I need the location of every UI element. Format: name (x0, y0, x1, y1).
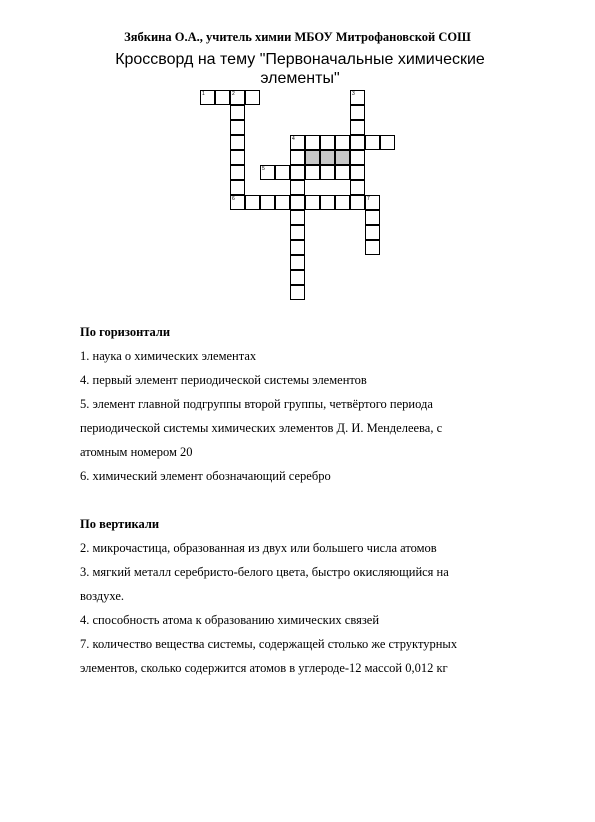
crossword-cell[interactable] (350, 120, 365, 135)
clue-number: 6 (232, 196, 235, 202)
crossword-cell[interactable] (230, 105, 245, 120)
vertical-heading: По вертикали (80, 517, 160, 531)
page-title: Кроссворд на тему "Первоначальные химические элементы" (115, 51, 485, 87)
crossword-cell[interactable] (365, 210, 380, 225)
crossword-cell[interactable] (335, 165, 350, 180)
crossword-cell[interactable] (320, 135, 335, 150)
vertical-clue: элементов, сколько содержится атомов в углероде-12 массой 0,012 кг (80, 661, 448, 675)
crossword-cell[interactable] (320, 165, 335, 180)
clue-number: 2 (232, 91, 235, 97)
horizontal-clue: атомным номером 20 (80, 445, 193, 459)
crossword-cell[interactable] (230, 180, 245, 195)
crossword-cell[interactable] (335, 195, 350, 210)
horizontal-clue: периодической системы химических элементов Д. И. Менделеева, с (80, 421, 443, 435)
crossword-cell[interactable] (275, 165, 290, 180)
crossword-cell[interactable] (335, 150, 350, 165)
clue-number: 3 (352, 91, 355, 97)
crossword-cell[interactable] (350, 150, 365, 165)
crossword-cell[interactable] (245, 90, 260, 105)
crossword-cell[interactable] (275, 195, 290, 210)
crossword-cell[interactable] (290, 135, 305, 150)
crossword-cell[interactable] (260, 195, 275, 210)
crossword-cell[interactable] (320, 195, 335, 210)
author-line: Зябкина О.А., учитель химии МБОУ Митрофановской СОШ (124, 30, 471, 44)
crossword-cell[interactable] (290, 210, 305, 225)
horizontal-clue: 4. первый элемент периодической системы элементов (80, 373, 367, 387)
crossword-cell[interactable] (230, 90, 245, 105)
crossword-cell[interactable] (350, 105, 365, 120)
crossword-cell[interactable] (290, 180, 305, 195)
crossword-cell[interactable] (230, 135, 245, 150)
vertical-clue: 4. способность атома к образованию химических связей (80, 613, 380, 627)
crossword-cell[interactable] (290, 270, 305, 285)
clue-number: 1 (202, 91, 205, 97)
crossword-cell[interactable] (365, 135, 380, 150)
crossword-cell[interactable] (200, 90, 215, 105)
vertical-clue: воздухе. (80, 589, 125, 603)
clue-number: 5 (262, 166, 265, 172)
crossword-cell[interactable] (350, 90, 365, 105)
vertical-clue: 7. количество вещества системы, содержащей столько же структурных (80, 637, 458, 651)
crossword-cell[interactable] (230, 195, 245, 210)
crossword-cell[interactable] (215, 90, 230, 105)
crossword-cell[interactable] (230, 150, 245, 165)
crossword-cell[interactable] (305, 195, 320, 210)
crossword-cell[interactable] (290, 225, 305, 240)
crossword-cell[interactable] (320, 150, 335, 165)
crossword-cell[interactable] (365, 240, 380, 255)
crossword-cell[interactable] (380, 135, 395, 150)
crossword-cell[interactable] (290, 150, 305, 165)
crossword-cell[interactable] (305, 135, 320, 150)
horizontal-heading: По горизонтали (80, 325, 171, 339)
crossword-cell[interactable] (230, 165, 245, 180)
horizontal-clue: 6. химический элемент обозначающий серебро (80, 469, 331, 483)
crossword-cell[interactable] (290, 195, 305, 210)
crossword-cell[interactable] (305, 165, 320, 180)
clue-number: 4 (292, 136, 295, 142)
crossword-cell[interactable] (350, 135, 365, 150)
crossword-cell[interactable] (365, 225, 380, 240)
crossword-cell[interactable] (350, 180, 365, 195)
crossword-cell[interactable] (350, 165, 365, 180)
crossword-cell[interactable] (305, 150, 320, 165)
horizontal-clue: 1. наука о химических элементах (80, 349, 257, 363)
crossword-cell[interactable] (365, 195, 380, 210)
crossword-cell[interactable] (245, 195, 260, 210)
crossword-cell[interactable] (260, 165, 275, 180)
horizontal-clue: 5. элемент главной подгруппы второй группы, четвёртого периода (80, 397, 433, 411)
crossword-cell[interactable] (230, 120, 245, 135)
crossword-cell[interactable] (290, 240, 305, 255)
vertical-clue: 2. микрочастица, образованная из двух или большего числа атомов (80, 541, 437, 555)
crossword-cell[interactable] (350, 195, 365, 210)
crossword-cell[interactable] (335, 135, 350, 150)
clue-number: 7 (367, 196, 370, 202)
crossword-cell[interactable] (290, 165, 305, 180)
crossword-cell[interactable] (290, 255, 305, 270)
vertical-clue: 3. мягкий металл серебристо-белого цвета, быстро окисляющийся на (80, 565, 449, 579)
clues-section (80, 320, 520, 680)
crossword-cell[interactable] (290, 285, 305, 300)
